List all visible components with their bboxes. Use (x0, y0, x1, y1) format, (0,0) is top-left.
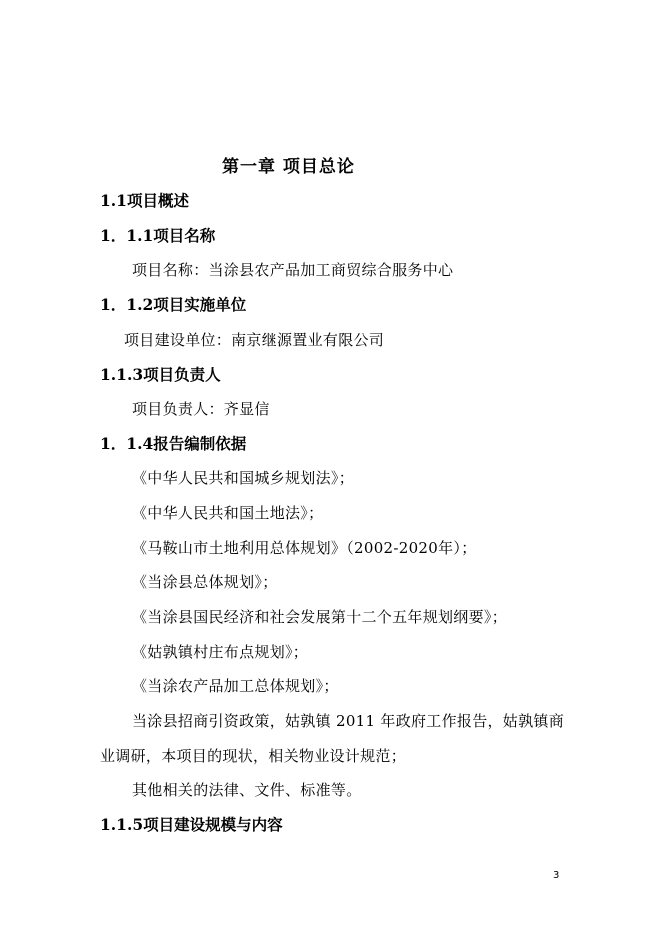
basis-item: 《姑孰镇村庄布点规划》； (132, 643, 309, 661)
basis-other-text: 其他相关的法律、文件、标准等。 (132, 781, 362, 799)
implementing-unit-text: 项目建设单位：南京继源置业有限公司 (124, 331, 385, 349)
project-lead-text: 项目负责人：齐显信 (132, 400, 270, 418)
basis-item: 《中华人民共和国土地法》； (132, 504, 324, 522)
basis-item: 《当涂农产品加工总体规划》； (132, 677, 339, 695)
basis-item: 《当涂县国民经济和社会发展第十二个五年规划纲要》； (132, 608, 508, 626)
basis-paragraph-line: 当涂县招商引资政策，姑孰镇 2011 年政府工作报告，姑孰镇商 (132, 712, 565, 730)
chapter-title: 第一章 项目总论 (222, 157, 355, 177)
basis-item: 《马鞍山市土地利用总体规划》（2002-2020年）； (132, 539, 477, 557)
section-heading-1-1-5: 1.1.5项目建设规模与内容 (100, 815, 283, 834)
project-name-text: 项目名称：当涂县农产品加工商贸综合服务中心 (132, 261, 454, 279)
section-heading-1-1: 1.1项目概述 (100, 191, 189, 210)
page-number: 3 (553, 870, 560, 881)
basis-paragraph-line: 业调研，本项目的现状，相关物业设计规范； (100, 747, 407, 765)
section-heading-1-1-1: 1．1.1项目名称 (100, 226, 216, 245)
basis-item: 《当涂县总体规划》； (132, 573, 278, 591)
section-heading-1-1-4: 1．1.4报告编制依据 (100, 434, 247, 453)
section-heading-1-1-3: 1.1.3项目负责人 (100, 365, 221, 384)
basis-item: 《中华人民共和国城乡规划法》； (132, 469, 355, 487)
section-heading-1-1-2: 1．1.2项目实施单位 (100, 295, 247, 314)
